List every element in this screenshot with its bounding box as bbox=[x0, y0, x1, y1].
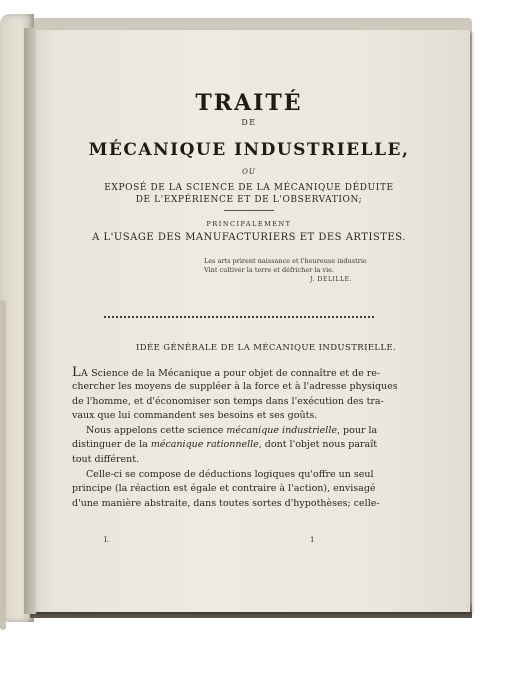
usage-line: A L'USAGE DES MANUFACTURIERS ET DES ARTISTES. bbox=[92, 232, 406, 243]
paragraph-line: principe (la réaction est égale et contraire à l'action), envisagé bbox=[72, 483, 376, 495]
emphasis-text: mécanique industrielle bbox=[226, 425, 337, 436]
expose-line-1: EXPOSÉ DE LA SCIENCE DE LA MÉCANIQUE DÉDUITE bbox=[104, 183, 394, 193]
title-ou: OU bbox=[242, 168, 256, 176]
paragraph-line: tout différent. bbox=[72, 453, 140, 465]
book-subtitle: MÉCANIQUE INDUSTRIELLE, bbox=[88, 140, 410, 160]
paragraph-line: de l'homme, et d'économiser son temps dans l'exécution des tra- bbox=[72, 395, 384, 407]
paragraph-line: vaux que lui commandent ses besoins et ses goûts. bbox=[72, 410, 318, 422]
short-rule bbox=[224, 210, 274, 211]
principalement: PRINCIPALEMENT bbox=[206, 220, 292, 228]
line-text: , dont l'objet nous paraît bbox=[258, 439, 378, 451]
paragraph-line bbox=[72, 366, 394, 380]
drop-cap: La bbox=[72, 365, 89, 380]
line-text: distinguer de la bbox=[72, 439, 151, 451]
paragraph-2 bbox=[72, 424, 394, 467]
dotted-rule bbox=[104, 316, 374, 318]
paragraph-1 bbox=[72, 365, 398, 424]
epigraph-line-2: Vint cultiver la terre et défricher la vie. bbox=[204, 266, 335, 274]
cover-bottom-strip bbox=[30, 612, 472, 618]
epigraph-line-1: Les arts prirent naissance et l'heureuse industrie bbox=[204, 257, 367, 265]
section-title: IDÉE GÉNÉRALE DE LA MÉCANIQUE INDUSTRIELLE. bbox=[136, 343, 397, 353]
line-text: Science de la Mécanique a pour objet de connaître et de re- bbox=[88, 368, 381, 379]
paragraph-line: chercher les moyens de suppléer à la force et à l'adresse physiques bbox=[72, 381, 398, 393]
paragraph-line: d'une manière abstraite, dans toutes sortes d'hypothèses; celle- bbox=[72, 497, 380, 509]
expose-line-2: DE L'EXPÉRIENCE ET DE L'OBSERVATION; bbox=[135, 195, 363, 205]
page-content bbox=[28, 30, 470, 590]
line-text: , pour la bbox=[337, 425, 378, 436]
title-de: DE bbox=[241, 118, 257, 127]
signature-mark: I. bbox=[104, 536, 109, 544]
emphasis-text: mécanique rationnelle bbox=[150, 439, 259, 451]
paragraph-line bbox=[72, 424, 394, 438]
line-text: Nous appelons cette science bbox=[86, 425, 227, 436]
page-number: 1 bbox=[310, 536, 315, 544]
book-spine-edge bbox=[0, 300, 6, 630]
paragraph-3 bbox=[72, 468, 394, 511]
paragraph-line: Celle-ci se compose de déductions logiques qu'offre un seul bbox=[86, 469, 374, 480]
paragraph-line bbox=[72, 438, 394, 452]
book-title: TRAITÉ bbox=[195, 90, 303, 116]
epigraph-author: J. DELILLE. bbox=[310, 276, 353, 283]
